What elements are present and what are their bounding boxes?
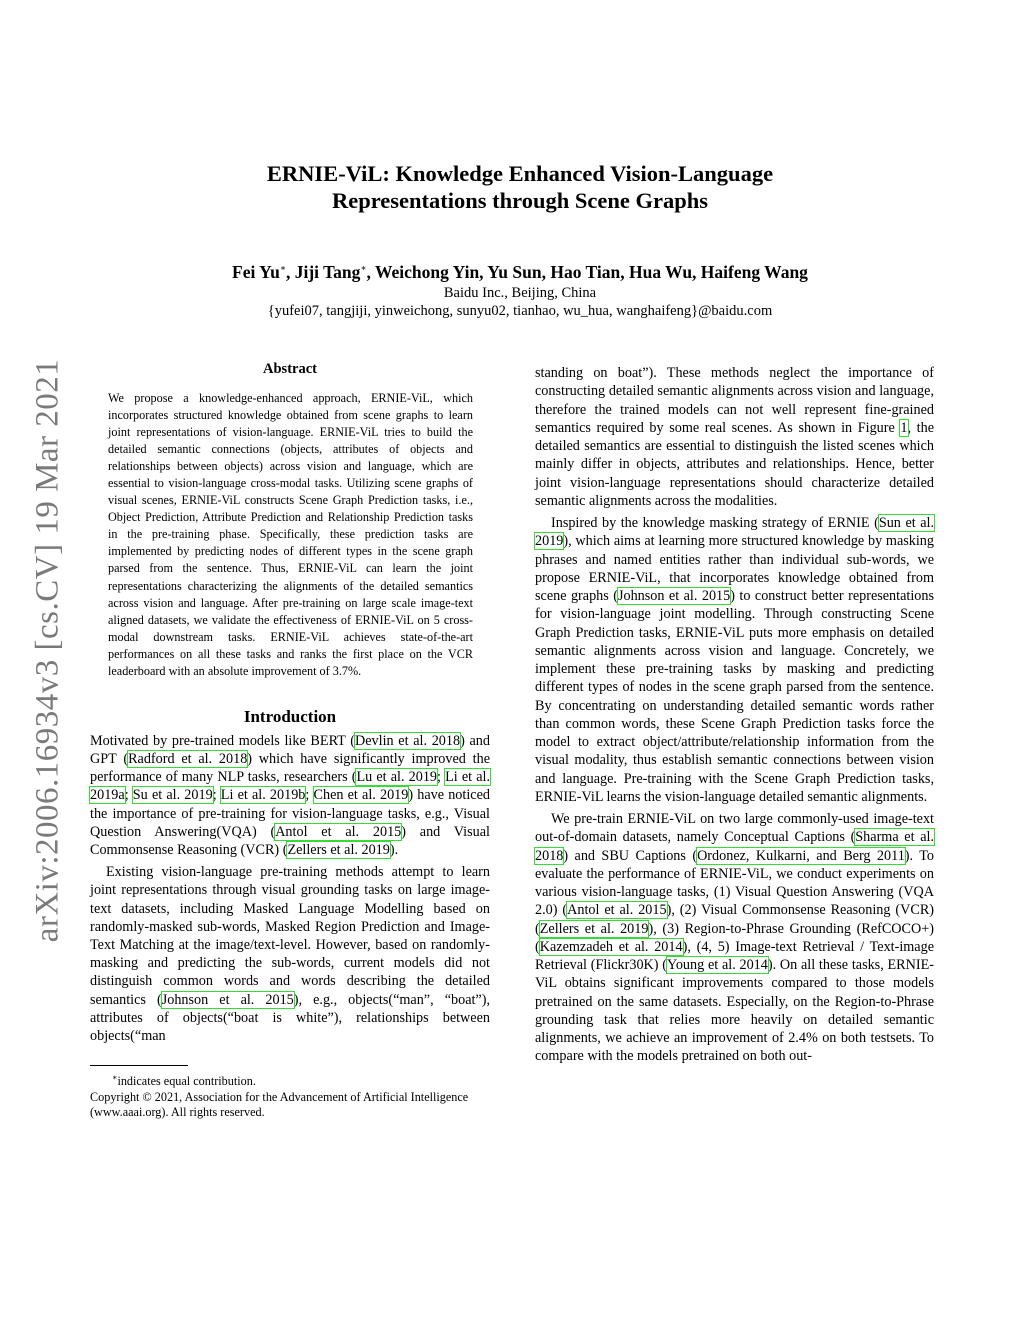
citation-link[interactable]: Antol et al. 2015: [275, 823, 402, 840]
citation-link[interactable]: Antol et al. 2015: [567, 902, 667, 919]
body-text: ), (2) Visual Commonsense Reasoning (VCR) (: [535, 902, 935, 937]
body-text: Existing vision-language pre-training methods attempt to learn joint representations through visual grounding tasks on large image-text datasets, including Masked Language Modelling based on randomly-masked sub-words, Masked Region Prediction and Image-Text Matching at the image/text-level. However, based on randomly-masking and predicting the sub-words, current models did not distinguish common words and words describing the detailed semantics (: [90, 864, 490, 1008]
citation-link[interactable]: Chen et al. 2019: [313, 787, 409, 804]
body-text: Inspired by the knowledge masking strategy of ERNIE (: [551, 515, 879, 531]
citation-link[interactable]: Zellers et al. 2019: [287, 842, 390, 859]
title-line-1: ERNIE-ViL: Knowledge Enhanced Vision-Language: [266, 161, 774, 186]
equal-contribution-mark: ∗: [360, 263, 367, 273]
body-text: ).: [389, 842, 399, 859]
body-text: ) and SBU Captions (: [563, 847, 698, 864]
body-text: ;: [124, 787, 133, 804]
abstract-heading: Abstract: [263, 361, 317, 377]
citation-link[interactable]: Lu et al. 2019: [356, 769, 438, 786]
body-text: Motivated by pre-trained models like BERT (: [90, 732, 355, 749]
footnote-divider: [90, 1065, 188, 1066]
body-text: ) and Visual Commonsense Reasoning (VCR) (: [90, 823, 490, 859]
right-column: [535, 364, 934, 1066]
body-text: ), (4, 5) Image-text Retrieval / Text-image Retrieval (Flickr30K) (: [535, 938, 934, 973]
citation-link[interactable]: Young et al. 2014: [667, 957, 768, 973]
citation-link[interactable]: Johnson et al. 2015: [617, 588, 731, 604]
citation-link[interactable]: Devlin et al. 2018: [355, 732, 461, 749]
citation-link[interactable]: Sharma et al. 2018: [535, 829, 934, 864]
citation-link[interactable]: Kazemzadeh et al. 2014: [539, 938, 683, 955]
title-line-2: Representations through Scene Graphs: [331, 188, 709, 213]
body-text: ). On all these tasks, ERNIE-ViL obtains significant improvements compared to those models pretrained on the same datasets. Especially, on the Region-to-Phrase grounding task that relies more heavily on detailed semantic alignments, we achieve an improvement of 2.4% on both testsets. To compare with the models pretrained on both out-: [535, 957, 934, 1065]
body-text: ) to construct better representations for vision-language joint modelling. Through constructing Scene Graph Prediction tasks, ERNIE-ViL puts more emphasis on detailed semantic alignments across vision and language. Concretely, we implement these pre-training tasks by masking and predicting different types of nodes in the scene graph parsed from the sentence. By concentrating on understanding detailed semantic words rather than common words, these Scene Graph Prediction tasks force the model to extract object/attribute/relationship information from the visual modality, thus establish semantic connections between vision and language. Pre-training with the Scene Graph Prediction tasks, ERNIE-ViL learns the vision-language detailed semantic alignments.: [535, 588, 934, 805]
footnote-mark: ∗: [112, 1073, 118, 1083]
body-text: ;: [212, 787, 221, 804]
body-text: ;: [437, 769, 446, 786]
introduction-heading: Introduction: [243, 706, 337, 726]
right-paragraph-3: [535, 810, 934, 1066]
body-text: ), which aims at learning more structured knowledge by masking phrases and named entities rather than individual sub-words, we propose ERNIE-ViL, that incorporates knowledge obtained from scene graphs (: [535, 533, 934, 604]
citation-link[interactable]: Li et al. 2019b: [220, 787, 306, 804]
body-text: ;: [305, 787, 314, 804]
author-list: Fei Yu∗, Jiji Tang∗, Weichong Yin, Yu Sun, Hao Tian, Hua Wu, Haifeng Wang: [232, 261, 808, 282]
paper-title: [120, 160, 920, 214]
intro-paragraph-2: [90, 863, 490, 1045]
author-1: Fei Yu: [232, 261, 280, 282]
right-paragraph-2: [535, 514, 934, 806]
intro-paragraph-1: [90, 732, 490, 859]
arxiv-identifier: [26, 350, 70, 950]
citation-link[interactable]: Zellers et al. 2019: [539, 920, 649, 937]
footnote-equal-contribution: [90, 1070, 490, 1090]
affiliation-block: [120, 284, 920, 320]
body-text: ), (3) Region-to-Phrase Grounding (RefCOCO+) (: [535, 920, 934, 955]
arxiv-id-text: arXiv:2006.16934v3 [cs.CV] 19 Mar 2021: [29, 358, 66, 942]
citation-link[interactable]: Su et al. 2019: [132, 787, 213, 804]
copyright-notice: Copyright © 2021, Association for the Advancement of Artificial Intelligence (www.aaai.org). All rights reserved.: [90, 1089, 469, 1120]
citation-link[interactable]: Li et al. 2019a: [90, 769, 490, 804]
body-text: We pre-train ERNIE-ViL on two large commonly-used image-text out-of-domain datasets, namely Conceptual Captions (: [535, 811, 934, 846]
citation-link[interactable]: Sun et al. 2019: [535, 515, 934, 550]
citation-link[interactable]: Radford et al. 2018: [128, 751, 248, 767]
body-text: , the detailed semantics are essential to distinguish the listed scenes which mainly differ in objects, attributes and relationships. Hence, better joint vision-language representations should characterize detailed semantic alignments across the modalities.: [535, 419, 934, 509]
body-text: ) which have significantly improved the performance of many NLP tasks, researchers (: [90, 751, 491, 786]
right-paragraph-1: [535, 364, 934, 510]
body-text: ), e.g., objects(“man”, “boat”), attributes of objects(“boat is white”), relationships between objects(“man: [90, 991, 490, 1045]
figure-link[interactable]: 1: [900, 419, 908, 436]
left-column: [90, 360, 490, 1121]
body-text: ) and GPT (: [90, 732, 490, 767]
footnote-text: indicates equal contribution.: [117, 1074, 256, 1089]
body-text: standing on boat”). These methods neglect the importance of constructing detailed semantic alignments across vision and language, therefore the trained models can not well represent fine-grained semantics required by some real scenes. As shown in Figure: [535, 365, 934, 436]
body-text: ) have noticed the importance of pre-training for vision-language tasks, e.g., Visual Question Answering(VQA) (: [90, 787, 490, 840]
citation-link[interactable]: Ordonez, Kulkarni, and Berg 2011: [697, 847, 905, 864]
author-2: Jiji Tang: [294, 261, 361, 282]
author-emails: {yufei07, tangjiji, yinweichong, sunyu02, tianhao, wu_hua, wanghaifeng}@baidu.com: [267, 303, 773, 319]
abstract-text: We propose a knowledge-enhanced approach, ERNIE-ViL, which incorporates structured knowledge obtained from scene graphs to learn joint representations of vision-language. ERNIE-ViL tries to build the detailed semantic connections (objects, attributes of objects and relationships between objects) across vision and language, which are essential to vision-language cross-modal tasks. Utilizing scene graphs of visual scenes, ERNIE-ViL constructs Scene Graph Prediction tasks, i.e., Object Prediction, Attribute Prediction and Relationship Prediction tasks in the pre-training phase. Specifically, these prediction tasks are implemented by predicting nodes of different types in the scene graph parsed from the sentence. Thus, ERNIE-ViL can learn the joint representations characterizing the alignments of the detailed semantics across vision and language. After pre-training on large scale image-text aligned datasets, we validate the effectiveness of ERNIE-ViL on 5 cross-modal downstream tasks. ERNIE-ViL achieves state-of-the-art performances on all these tasks and ranks the first place on the VCR leaderboard with an absolute improvement of 3.7%.: [108, 391, 473, 678]
citation-link[interactable]: Johnson et al. 2015: [161, 991, 294, 1008]
affiliation: Baidu Inc., Beijing, China: [443, 285, 597, 301]
equal-contribution-mark: ∗: [279, 263, 286, 273]
other-authors: Weichong Yin, Yu Sun, Hao Tian, Hua Wu, Haifeng Wang: [374, 261, 808, 282]
body-text: ). To evaluate the performance of ERNIE-ViL, we conduct experiments on various vision-language tasks, (1) Visual Question Answering (VQA 2.0) (: [535, 847, 935, 919]
